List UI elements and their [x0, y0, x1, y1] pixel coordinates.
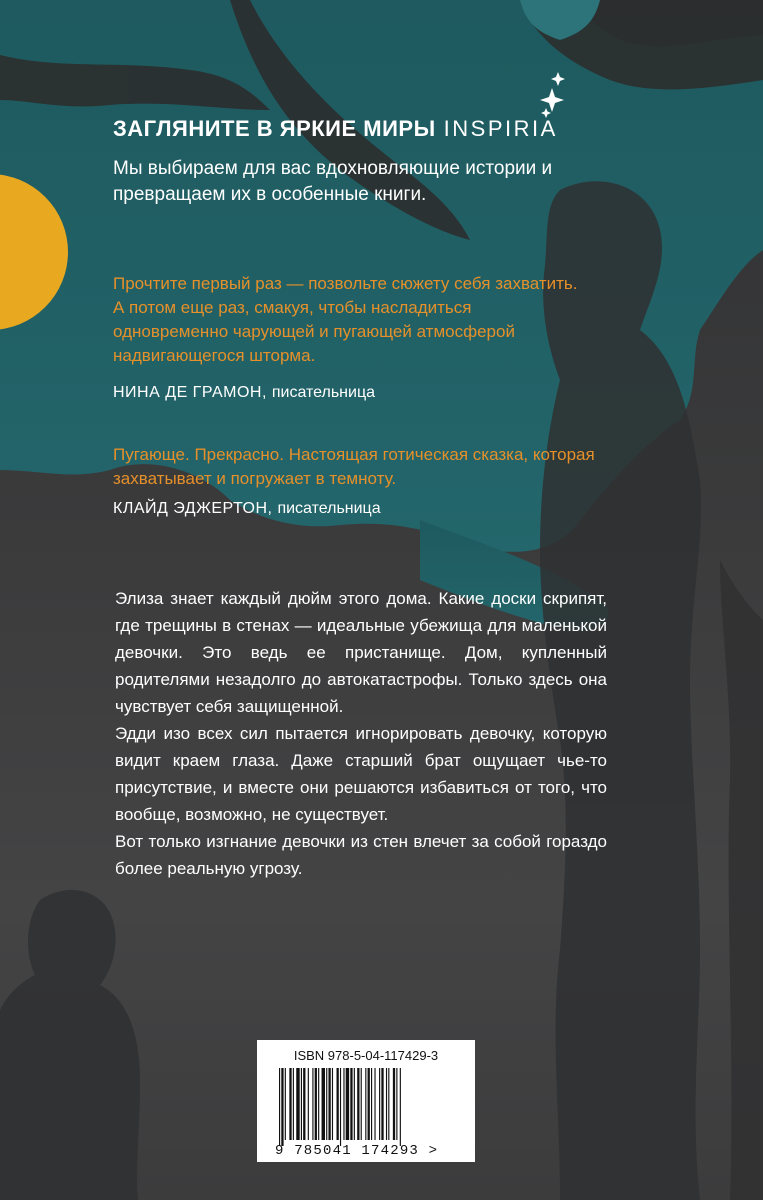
barcode-bar: [340, 1068, 341, 1146]
barcode-bar: [326, 1068, 327, 1140]
tagline-title-text: ЗАГЛЯНИТЕ В ЯРКИЕ МИРЫ: [113, 116, 436, 141]
barcode-bar: [296, 1068, 299, 1140]
barcode-bar: [281, 1068, 283, 1146]
barcode-bar: [318, 1068, 319, 1140]
tagline-title: [113, 116, 558, 142]
barcode-bar: [365, 1068, 366, 1140]
barcode-bar: [285, 1068, 286, 1140]
review-quote-2: Пугающе. Прекрасно. Настоящая готическая сказка, которая захватывает и погружает в темноту.: [113, 445, 595, 488]
isbn-label: ISBN 978-5-04-117429-3: [293, 1048, 439, 1063]
barcode-bar: [308, 1068, 309, 1140]
barcode-bar: [301, 1068, 302, 1140]
barcode-bar: [379, 1068, 380, 1140]
description-paragraph-1: Элиза знает каждый дюйм этого дома. Какие доски скрипят, где трещины в стенах — идеальные убежища для маленькой девочки. Это ведь ее пристанище. Дом, купленный родителями незадолго до автокатастрофы. Только здесь она чувствует себя защищенной.: [115, 589, 607, 716]
barcode-bar: [361, 1068, 362, 1140]
barcode-bar: [312, 1068, 313, 1140]
barcode-bar: [400, 1068, 401, 1146]
barcode-digits: 9 785041 174293 >: [275, 1143, 439, 1159]
barcode-bar: [357, 1068, 359, 1140]
barcode-bar: [388, 1068, 389, 1140]
barcode-bar: [346, 1068, 349, 1140]
barcode-bar: [293, 1068, 294, 1140]
right-edge-silhouette: [720, 560, 763, 1200]
barcode-bar: [374, 1068, 375, 1140]
review-author-1: [113, 384, 375, 402]
barcode-bar: [289, 1068, 291, 1140]
review-quote-1: Прочтите первый раз — позвольте сюжету себя захватить. А потом еще раз, смакуя, чтобы насладиться одновременно чарующей и пугающей атмосферой надвигающегося шторма.: [113, 274, 578, 365]
barcode-bar: [386, 1068, 387, 1140]
barcode-bar: [368, 1068, 370, 1140]
book-description: [115, 585, 607, 882]
review-author-2-name: КЛАЙД ЭДЖЕРТОН,: [113, 500, 273, 517]
barcode-bar: [371, 1068, 372, 1140]
description-paragraph-2: Эдди изо всех сил пытается игнорировать девочку, которую видит краем глаза. Даже старший брат ощущает чье-то присутствие, и вместе они решаются избавиться от того, что вообще, возможно, не существует.: [115, 724, 607, 824]
isbn-barcode: [257, 1040, 475, 1162]
barcode-bar: [337, 1068, 339, 1140]
review-author-2: [113, 500, 381, 518]
barcode-bar: [328, 1068, 330, 1140]
barcode-bar: [396, 1068, 397, 1140]
barcode-bar: [303, 1068, 305, 1140]
barcode-bar: [315, 1068, 317, 1140]
barcode-bar: [354, 1068, 355, 1140]
review-author-1-role: писательница: [271, 384, 376, 401]
barcode-bar: [381, 1068, 383, 1140]
review-author-1-name: НИНА ДЕ ГРАМОН,: [113, 384, 267, 401]
publisher-brand: INSPIRIA: [443, 116, 558, 141]
barcode-bar: [350, 1068, 352, 1140]
barcode-bar: [332, 1068, 333, 1140]
description-paragraph-3: Вот только изгнание девочки из стен влечет за собой гораздо более реальную угрозу.: [115, 832, 607, 878]
review-author-2-role: писательница: [277, 500, 381, 517]
tagline-subtitle: Мы выбираем для вас вдохновляющие истории и превращаем их в особенные книги.: [113, 158, 553, 205]
barcode-bar: [279, 1068, 280, 1146]
barcode-bar: [343, 1068, 344, 1140]
barcode-bar: [393, 1068, 395, 1140]
barcode-bar: [322, 1068, 325, 1140]
child-silhouette: [0, 890, 140, 1200]
